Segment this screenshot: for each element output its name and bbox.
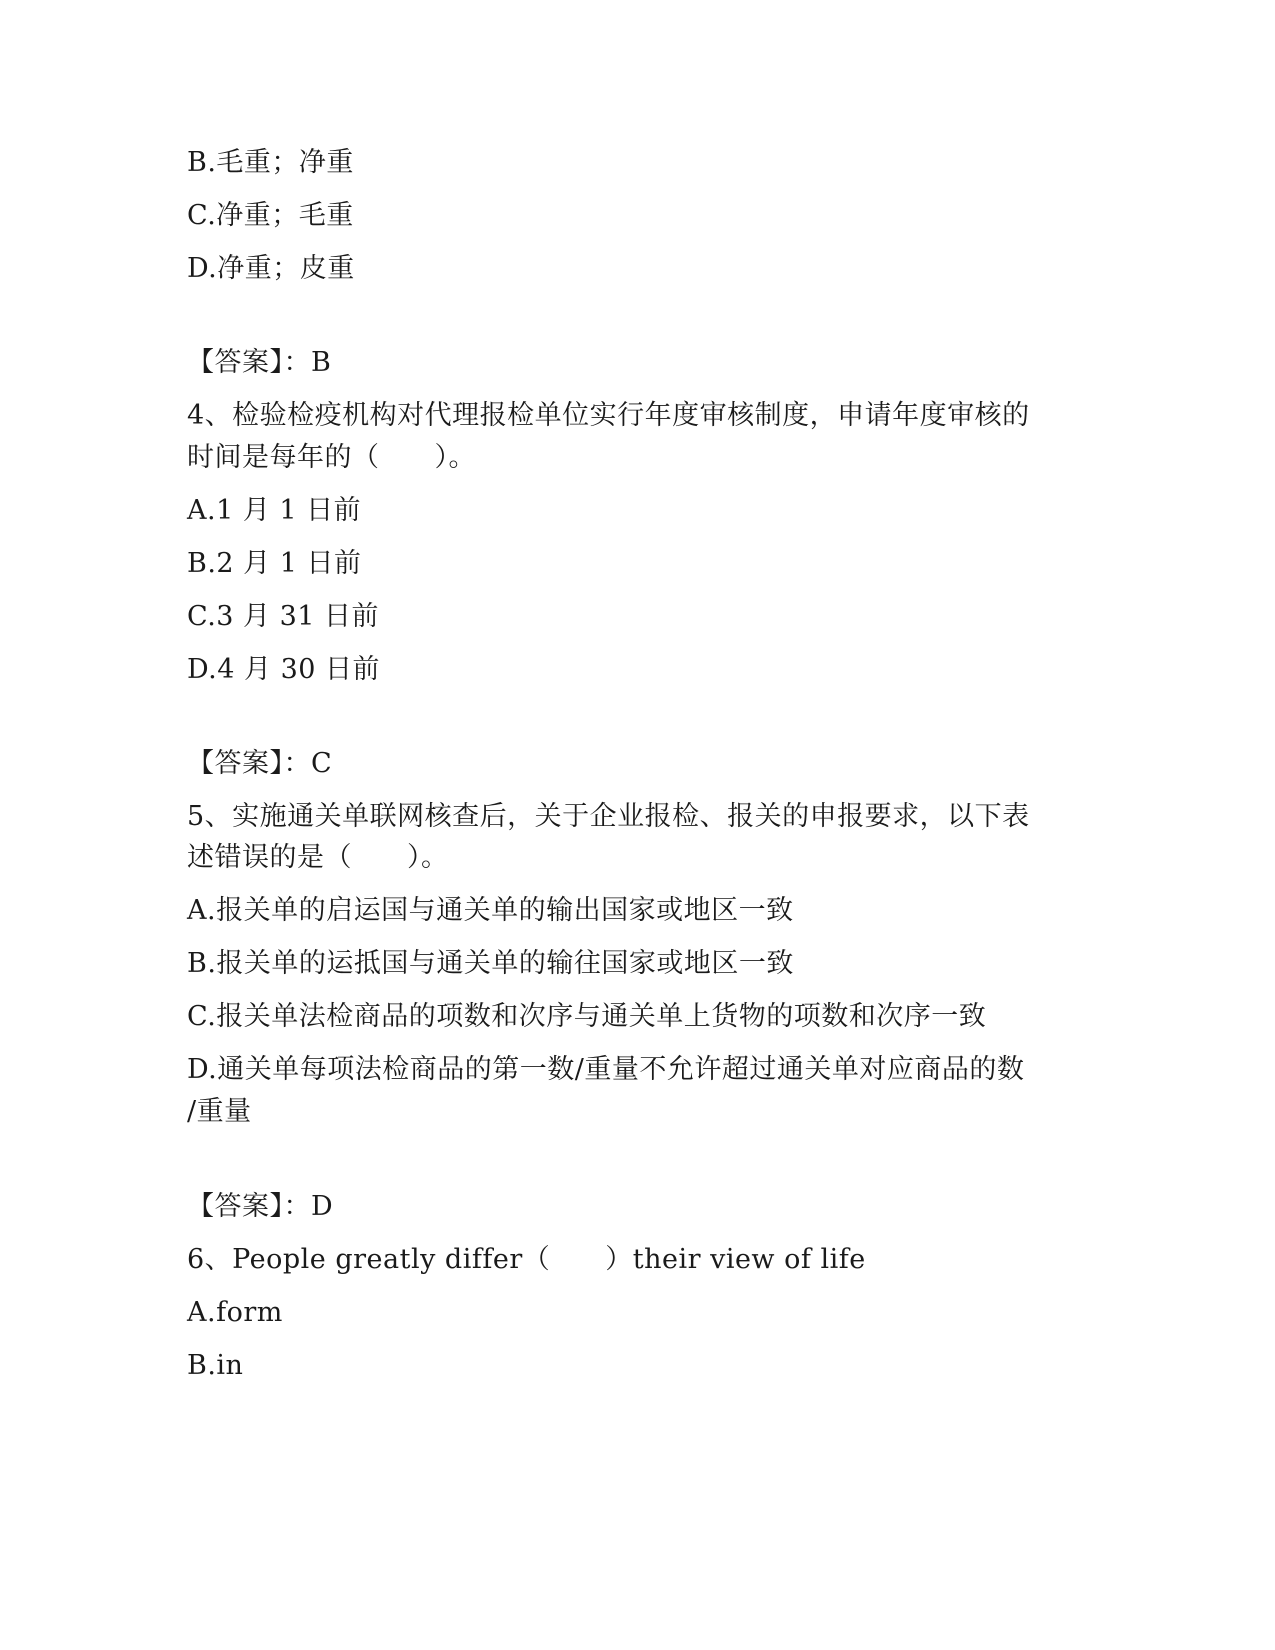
q5-stem-line2: 述错误的是（ ）。 bbox=[187, 842, 449, 873]
q4-answer: 【答案】：C bbox=[187, 748, 333, 779]
q5-stem-line1: 5、实施通关单联网核查后，关于企业报检、报关的申报要求，以下表 bbox=[187, 801, 1030, 832]
q4-option-a: A.1 月 1 日前 bbox=[187, 495, 362, 526]
q5-option-a: A.报关单的启运国与通关单的输出国家或地区一致 bbox=[187, 895, 794, 926]
q3-answer: 【答案】：B bbox=[187, 347, 332, 378]
q5-option-d-line1: D.通关单每项法检商品的第一数/重量不允许超过通关单对应商品的数 bbox=[187, 1054, 1025, 1085]
q4-option-b: B.2 月 1 日前 bbox=[187, 548, 362, 579]
q5-option-b: B.报关单的运抵国与通关单的输往国家或地区一致 bbox=[187, 948, 794, 979]
q4-option-d: D.4 月 30 日前 bbox=[187, 654, 381, 685]
q3-option-d: D.净重；皮重 bbox=[187, 253, 355, 284]
q5-answer: 【答案】：D bbox=[187, 1191, 334, 1222]
q4-stem-line2: 时间是每年的（ ）。 bbox=[187, 442, 476, 473]
q5-option-d-line2: /重量 bbox=[187, 1096, 252, 1127]
q4-option-c: C.3 月 31 日前 bbox=[187, 601, 380, 632]
q6-option-a: A.form bbox=[187, 1297, 283, 1328]
q6-stem: 6、People greatly differ（ ）their view of life bbox=[187, 1244, 866, 1275]
q3-option-b: B.毛重；净重 bbox=[187, 147, 354, 178]
q6-option-b: B.in bbox=[187, 1350, 244, 1381]
q4-stem-line1: 4、检验检疫机构对代理报检单位实行年度审核制度，申请年度审核的 bbox=[187, 400, 1030, 431]
q5-option-c: C.报关单法检商品的项数和次序与通关单上货物的项数和次序一致 bbox=[187, 1001, 987, 1032]
q3-option-c: C.净重；毛重 bbox=[187, 200, 354, 231]
